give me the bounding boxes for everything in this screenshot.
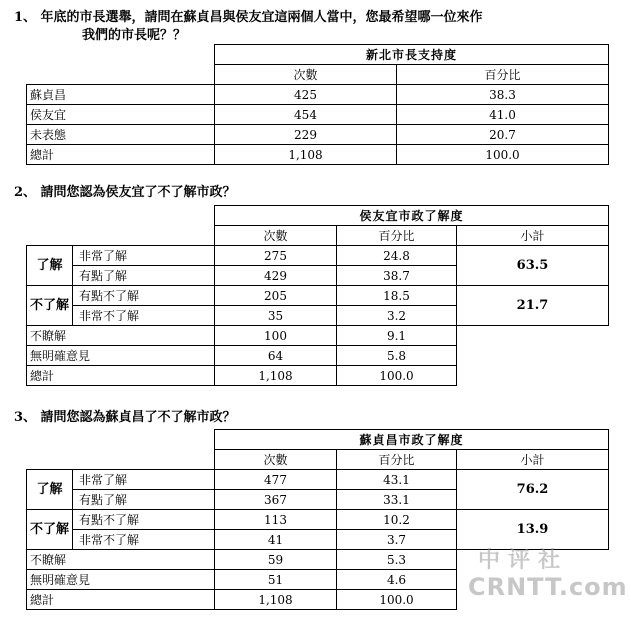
cell-percent: 38.3 xyxy=(397,85,609,105)
table-row xyxy=(27,286,609,306)
cell-count: 113 xyxy=(215,510,337,530)
cell-percent: 10.2 xyxy=(337,510,457,530)
cell-percent: 20.7 xyxy=(397,125,609,145)
group-label-understand: 了解 xyxy=(27,470,73,510)
col-header-percent: 百分比 xyxy=(337,450,457,470)
cell-count: 454 xyxy=(215,105,397,125)
table-row xyxy=(27,85,609,105)
subtotal-understand: 76.2 xyxy=(457,470,609,510)
cell-count: 51 xyxy=(215,570,337,590)
col-header-subtotal: 小計 xyxy=(457,450,609,470)
question-1-line1: 年底的市長選舉，請問在蘇貞昌與侯友宜這兩個人當中，您最希望哪一位來作 xyxy=(40,10,483,25)
table-row xyxy=(27,510,609,530)
row-label: 有點了解 xyxy=(73,266,215,286)
cell-percent: 100.0 xyxy=(337,590,457,610)
row-label: 不瞭解 xyxy=(27,326,215,346)
watermark-logo xyxy=(468,543,628,613)
row-label: 有點了解 xyxy=(73,490,215,510)
table-title: 新北市長支持度 xyxy=(215,45,609,65)
cell-percent: 5.3 xyxy=(337,550,457,570)
row-label: 無明確意見 xyxy=(27,570,215,590)
row-label: 有點不了解 xyxy=(73,286,215,306)
question-1-number: 1、 xyxy=(14,10,37,25)
cell-percent: 5.8 xyxy=(337,346,457,366)
cell-percent: 4.6 xyxy=(337,570,457,590)
cell-count: 64 xyxy=(215,346,337,366)
cell-percent: 41.0 xyxy=(397,105,609,125)
row-label: 有點不了解 xyxy=(73,510,215,530)
row-label: 不瞭解 xyxy=(27,550,215,570)
question-1-line2: 我們的市長呢？？ xyxy=(82,28,187,43)
table-title: 蘇貞昌市政了解度 xyxy=(215,430,609,450)
row-label: 總計 xyxy=(27,366,215,386)
row-label: 侯友宜 xyxy=(27,105,215,125)
col-header-count: 次數 xyxy=(215,226,337,246)
row-label: 非常了解 xyxy=(73,246,215,266)
cell-count: 229 xyxy=(215,125,397,145)
cell-count: 275 xyxy=(215,246,337,266)
table-row xyxy=(27,470,609,490)
cell-count: 477 xyxy=(215,470,337,490)
group-label-not-understand: 不了解 xyxy=(27,510,73,550)
cell-count: 1,108 xyxy=(215,590,337,610)
watermark-line2: CRNTT.com xyxy=(468,573,628,601)
row-label: 非常不了解 xyxy=(73,306,215,326)
question-3-text: 請問您認為蘇貞昌了不了解市政？ xyxy=(40,410,236,425)
cell-count: 429 xyxy=(215,266,337,286)
cell-count: 425 xyxy=(215,85,397,105)
row-label: 總計 xyxy=(27,590,215,610)
subtotal-not-understand: 21.7 xyxy=(457,286,609,326)
row-label: 非常了解 xyxy=(73,470,215,490)
cell-percent: 24.8 xyxy=(337,246,457,266)
table-row xyxy=(27,430,609,450)
table-row xyxy=(27,125,609,145)
col-header-percent: 百分比 xyxy=(397,65,609,85)
table-row xyxy=(27,145,609,165)
row-label: 未表態 xyxy=(27,125,215,145)
cell-percent: 100.0 xyxy=(397,145,609,165)
question-2-title xyxy=(14,184,236,202)
subtotal-understand: 63.5 xyxy=(457,246,609,286)
cell-count: 1,108 xyxy=(215,145,397,165)
col-header-count: 次數 xyxy=(215,450,337,470)
cell-percent: 100.0 xyxy=(337,366,457,386)
row-label: 蘇貞昌 xyxy=(27,85,215,105)
row-label: 非常不了解 xyxy=(73,530,215,550)
question-2-text: 請問您認為侯友宜了不了解市政？ xyxy=(40,185,236,200)
cell-count: 35 xyxy=(215,306,337,326)
group-label-not-understand: 不了解 xyxy=(27,286,73,326)
cell-count: 100 xyxy=(215,326,337,346)
table-row xyxy=(27,326,609,346)
cell-percent: 3.7 xyxy=(337,530,457,550)
table-q2 xyxy=(26,205,609,386)
col-header-percent: 百分比 xyxy=(337,226,457,246)
question-2-number: 2、 xyxy=(14,185,37,200)
table-title: 侯友宜市政了解度 xyxy=(215,206,609,226)
cell-percent: 38.7 xyxy=(337,266,457,286)
question-3-title xyxy=(14,409,236,427)
cell-percent: 33.1 xyxy=(337,490,457,510)
col-header-count: 次數 xyxy=(215,65,397,85)
question-3-number: 3、 xyxy=(14,410,37,425)
cell-percent: 3.2 xyxy=(337,306,457,326)
subtotal-not-understand: 13.9 xyxy=(457,510,609,550)
cell-count: 367 xyxy=(215,490,337,510)
row-label: 無明確意見 xyxy=(27,346,215,366)
watermark-line1: 中评社 xyxy=(478,548,569,573)
cell-percent: 43.1 xyxy=(337,470,457,490)
cell-count: 41 xyxy=(215,530,337,550)
question-1-title xyxy=(14,9,483,45)
group-label-understand: 了解 xyxy=(27,246,73,286)
table-q1 xyxy=(26,44,609,165)
table-row xyxy=(27,45,609,65)
table-row xyxy=(27,206,609,226)
row-label: 總計 xyxy=(27,145,215,165)
cell-count: 205 xyxy=(215,286,337,306)
table-row xyxy=(27,105,609,125)
col-header-subtotal: 小計 xyxy=(457,226,609,246)
cell-percent: 9.1 xyxy=(337,326,457,346)
cell-count: 1,108 xyxy=(215,366,337,386)
table-row xyxy=(27,246,609,266)
cell-percent: 18.5 xyxy=(337,286,457,306)
cell-count: 59 xyxy=(215,550,337,570)
